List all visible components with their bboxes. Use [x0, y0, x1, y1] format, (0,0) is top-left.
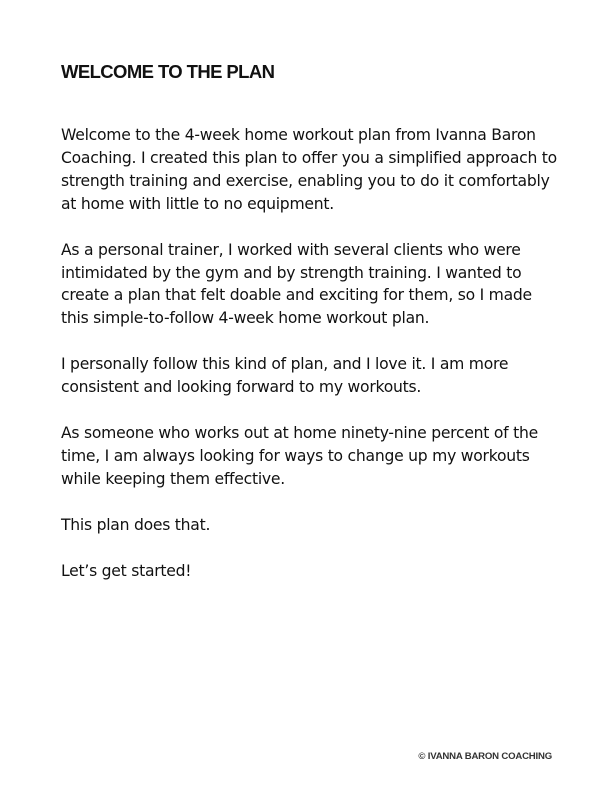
body-text [61, 124, 561, 606]
paragraph-trainer: As a personal trainer, I worked with several clients who were intimidated by the gym and by strength training. I wanted to create a plan that felt doable and exciting for them, so I made this simple-to-follow 4-week home workout plan. [61, 240, 532, 328]
paragraph-intro: Welcome to the 4-week home workout plan from Ivanna Baron Coaching. I created this plan to offer you a simplified approach to strength training and exercise, enabling you to do it comfortably at home with little to no equipment. [61, 126, 557, 213]
paragraph-start: Let’s get started! [61, 561, 192, 580]
paragraph-plan: This plan does that. [61, 515, 211, 534]
footer-copyright: © IVANNA BARON COACHING [418, 751, 552, 762]
page-title: WELCOME TO THE PLAN [61, 61, 275, 82]
paragraph-personal: I personally follow this kind of plan, and I love it. I am more consistent and looking forward to my workouts. [61, 355, 509, 397]
paragraph-home: As someone who works out at home ninety-nine percent of the time, I am always looking for ways to change up my workouts while keeping them effective. [61, 424, 538, 488]
